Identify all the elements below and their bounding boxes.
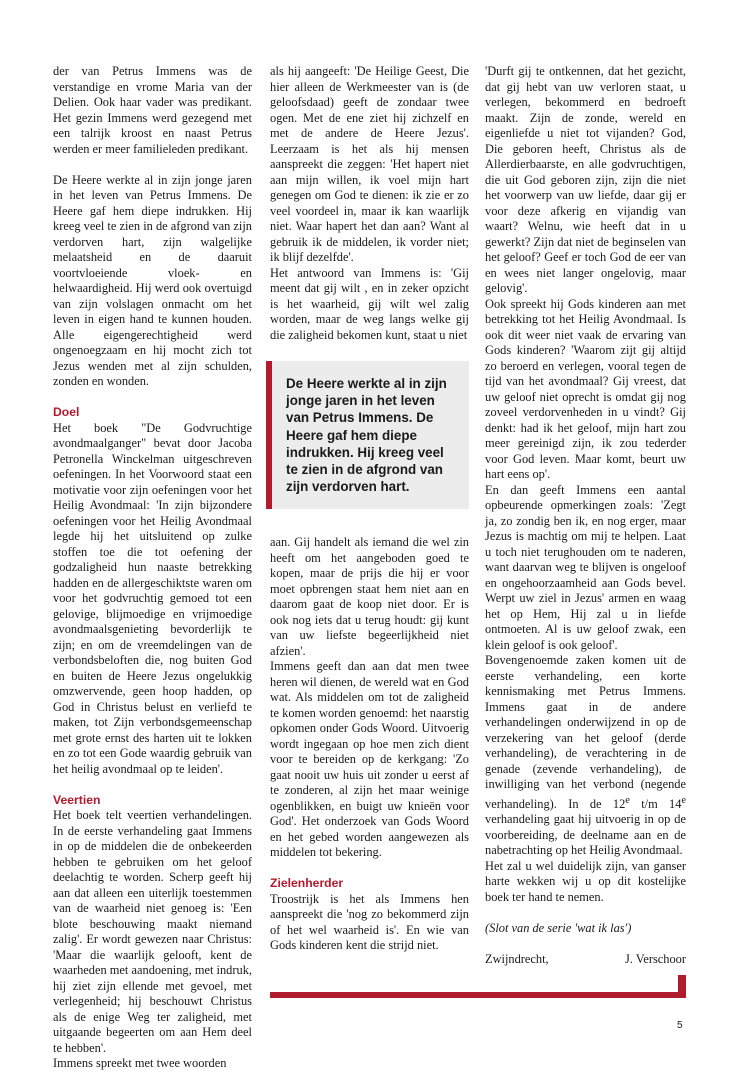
- paragraph: der van Petrus Immens was de verstandige en vrome Maria van der Delien. Ook haar vader was predikant. Het gezin Immens werd gezegend met een talrijk kroost en naast Petrus werden er meer familieleden predikant.: [53, 64, 252, 156]
- section-heading-doel: Doel: [53, 405, 80, 419]
- paragraph: Het antwoord van Immens is: 'Gij meent dat gij wilt , en in zeker opzicht is het waarheid, gij wilt wel zalig worden, maar de weg langs welke gij die zaligheid bekomen kunt, staat u niet: [270, 265, 469, 342]
- footer-accent-tick: [678, 975, 686, 998]
- paragraph: als hij aangeeft: 'De Heilige Geest, Die hier alleen de Werkmeester van is (de geloofsdaad) geeft de zondaar twee ogen. Met de ene ziet hij zichzelf en met de andere de Heere Jezus'. Leerzaam is het als hij mensen aanspreekt die zeggen: 'Het hapert niet aan mijn willen, ik voel mijn hart genegen om God te dienen: ik zie er zo veel voordeel in, maar ik kan waarlijk niet. Waar hapert het dan aan? Want al gebruik ik de middelen, ik vorder niet; ik blijf dezelfde'.: [270, 64, 469, 264]
- closing-note: (Slot van de serie 'wat ik las'): [485, 920, 632, 935]
- column-3: [485, 64, 686, 967]
- text-run: Bovengenoemde zaken komen uit de eerste verhandeling, een korte kennismaking met Petrus Immens. Immens gaat in de andere verhandelingen onderwijzend in op de verzekering van het geloof (derde verhandeling), de verachtering in de genade (zevende verhandeling), de inwilliging van het verbond (negende verhandeling). In de: [485, 653, 686, 811]
- text-run: verhandeling gaat hij uitvoerig in op de voorbereiding, de deelname aan en de nabetrachting op het Heilig Avondmaal.: [485, 812, 686, 858]
- pull-quote: De Heere werkte al in zijn jonge jaren in het leven van Petrus Immens. De Heere gaf hem diepe indrukken. Hij kreeg veel te zien in de afgrond van zijn verdorven hart.: [266, 361, 469, 509]
- paragraph: Immens spreekt met twee woorden: [53, 1056, 227, 1070]
- superscript: e: [681, 794, 687, 806]
- text-run: 12: [612, 796, 626, 811]
- paragraph: Het zal u wel duidelijk zijn, van ganser harte wekken wij u op dit kostelijke boek ter hand te nemen.: [485, 858, 686, 904]
- paragraph: aan. Gij handelt als iemand die wel zin heeft om het aangeboden goed te kopen, maar de prijs die hij er voor moet opbrengen staat hem niet aan en daarom gaat de koop niet door. Er is ook nog iets dat u terug houdt: gij kunt van uw liefste begeerlijkheid niet afzien'.: [270, 535, 469, 658]
- footer-accent-bar: [270, 992, 686, 998]
- paragraph: Immens geeft dan aan dat men twee heren wil dienen, de wereld wat en God wat. Als middelen om tot de zaligheid te komen worden genoemd: het naarstig opkomen onder Gods Woord. Uitvoerig wordt ingegaan op hoe men zich dient voor te bereiden op de kerkgang: 'Zo gaat nooit uw huis uit zonder u eerst af te zonderen, al zijn het maar weinige ogenblikken, en buigt uw knieën voor God'. Het onderzoek van Gods Woord en het gebed worden aangewezen als middelen tot bekering.: [270, 659, 469, 860]
- signature-author: J. Verschoor: [624, 951, 686, 966]
- paragraph: De Heere werkte al in zijn jonge jaren in het leven van Petrus Immens. De Heere gaf hem diepe indrukken. Hij kreeg veel te zien in de afgrond van zijn verdorven hart, zijn walgelijke melaatsheid en de daaruit voortvloeiende vloek- en helwaardigheid. Hij werd ook overtuigd van zijn volslagen onmacht om het leven in eigen hand te kunnen houden. Alle eigengerechtigheid werd ongenoegzaam en hij mocht zich tot Jezus wenden met al zijn schulden, zonden en wonden.: [53, 172, 252, 388]
- signature-place: Zwijndrecht,: [485, 951, 549, 966]
- page-number: 5: [677, 1020, 683, 1031]
- paragraph: Ook spreekt hij Gods kinderen aan met betrekking tot het Heilig Avondmaal. Is ook dit weer niet vaak de ervaring van Gods kinderen? 'Waarom zijt gij altijd zo beroerd en verlegen, vooral tegen de tijd van het avondmaal? Gij vreest, dat uw geloof niet oprecht is omdat gij nog zoveel verdorvenheden in u vindt? Gij denkt: had ik het geloof, mijn hart zou meer gereinigd zijn, ik zou tederder voor God leven. Maar komt, beurt uw hart eens op'.: [485, 296, 686, 481]
- section-heading-zielenherder: Zielenherder: [270, 876, 344, 891]
- text-run: t/m 14: [629, 796, 682, 811]
- paragraph: [485, 653, 686, 859]
- column-2: [270, 64, 469, 954]
- paragraph: Het boek "De Godvruchtige avondmaalganger" bevat door Jacoba Petronella Winckelman uitgeschreven oefeningen. In het Voorwoord staat een motivatie voor zijn oefeningen voor het Heilig Avondmaal: 'In zijn bijzondere oefeningen voor het Heilig Avondmaal legde hij het uitsluitend op zulke stoffen toe die tot oefening der godzaligheid hun naaste betrekking hadden en de allergeschiktste waren om voor het godvruchtig gemoed tot een gelovige, blijmoedige en vrijmoedige avondmaalsgenieting bevorderlijk te zijn; en om de vreemdelingen van de verbondsbeloften die, nog buiten God en buiten de Heere Jezus ongelukkig omzwervende, geen hoop hadden, op God in Christus belust en verliefd te maken, tot Zijn verbondsgemeenschap met grote ernst des harten uit te lokken en zo tot een Gode waardig gebruik van het heilig avondmaal op te leiden'.: [53, 420, 252, 776]
- paragraph: Troostrijk is het als Immens hen aanspreekt die 'nog zo bekommerd zijn of het wel waarheid is'. En wie van Gods kinderen kent die strijd niet.: [270, 891, 469, 953]
- paragraph: 'Durft gij te ontkennen, dat het gezicht, dat gij hebt van uw verloren staat, u verlegen, bekommerd en bedroeft maakt. Zijn de zonde, wereld en eigenliefde u niet tot vijanden? God, Die geboren heeft, Christus als de Allerdierbaarste, en alle godvruchtigen, die uit God geboren zijn, zijn die niet het voorwerp van uw liefde, daar gij er voor deze afkerig en vijandig van waart? Welnu, wie heeft dat in u gewerkt? Zijn dat niet de beginselen van het geloof? Geef er toch God de eer van en wees niet langer ongelovig, maar gelovig'.: [485, 64, 686, 295]
- superscript: e: [625, 794, 630, 806]
- paragraph: En dan geeft Immens een aantal opbeurende opmerkingen zoals: 'Zegt ja, zo zondig ben ik, en nog erger, maar Jezus is machtig om mij te helpen. Laat u toch niet terughouden om te naderen, want daarvan weg te blijven is ongeloof en ongehoorzaamheid aan Gods bevel. Werpt uw ziel in Jezus' armen en waag het op Hem, Hij zal u in liefde ontmoeten. Al is uw geloof zwak, een klein geloof is ook geloof'.: [485, 482, 686, 652]
- column-1: [53, 64, 252, 1072]
- paragraph: Het boek telt veertien verhandelingen. In de eerste verhandeling gaat Immens in op de middelen die de onbekeerden hebben te gebruiken om het geloof deelachtig te worden. Scherp geeft hij aan dat alleen een uiterlijk toestemmen van de waarheid niet genoeg is: 'Een blote beschouwing maakt niemand zalig'. Er wordt gewezen naar Christus: 'Maar die waarlijk gelooft, kent de waarheden met aandoening, met indruk, hij ziet zijn ellende met gevoel, met verlegenheid; hij beschouwt Christus als de enige Weg ter zaligheid, met uitgaande begeerten om aan Hem deel te hebben'.: [53, 808, 252, 1055]
- signature-line: [485, 952, 686, 968]
- section-heading-veertien: Veertien: [53, 792, 101, 807]
